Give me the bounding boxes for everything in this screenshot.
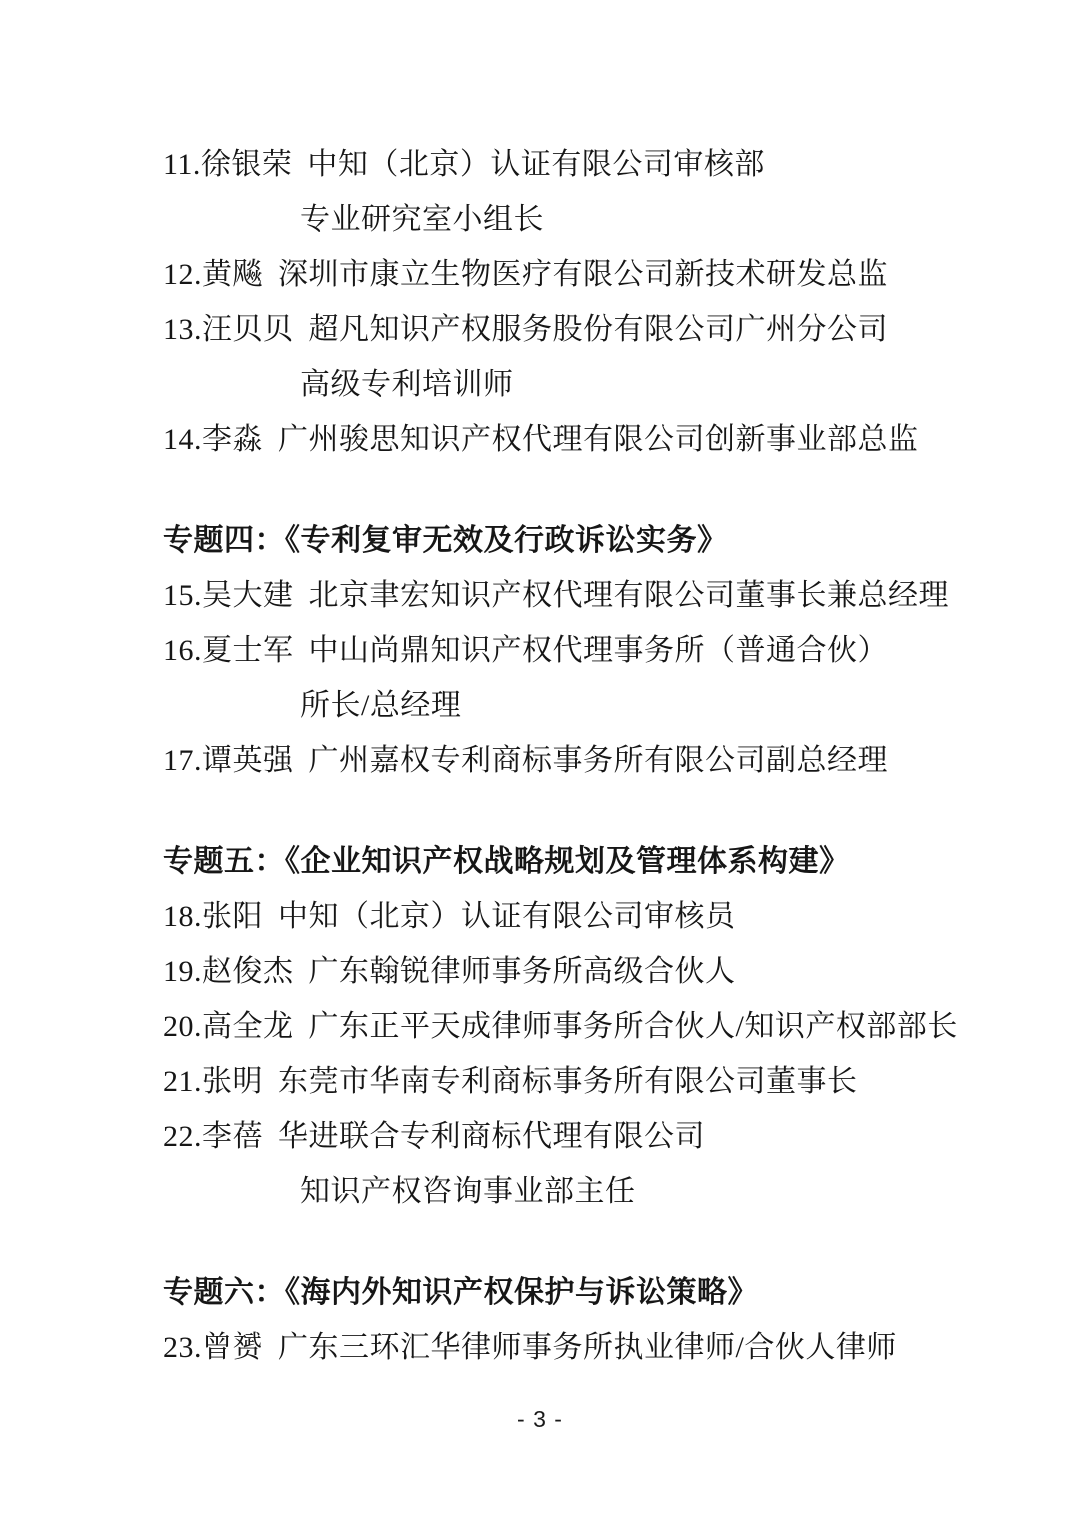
speaker-affiliation: 广州嘉权专利商标事务所有限公司副总经理 (308, 744, 888, 777)
speaker-affiliation: 中知（北京）认证有限公司审核员 (278, 900, 736, 933)
speaker-affiliation: 华进联合专利商标代理有限公司 (278, 1120, 705, 1153)
list-item (163, 1320, 953, 1375)
section-header: 专题四：《专利复审无效及行政诉讼实务》 (163, 524, 728, 557)
speaker-name: 张阳 (202, 900, 263, 933)
item-number: 19. (163, 955, 202, 988)
speaker-affiliation: 北京聿宏知识产权代理有限公司董事长兼总经理 (308, 579, 949, 612)
list-item (163, 1054, 953, 1109)
affiliation-continuation: 所长/总经理 (300, 689, 462, 722)
list-item (163, 999, 958, 1054)
speaker-name: 吴大建 (202, 579, 294, 612)
speaker-name: 张明 (202, 1065, 263, 1098)
speaker-name: 黄飚 (202, 258, 263, 291)
list-item (163, 412, 953, 467)
entry-first-line (163, 412, 953, 467)
list-item (163, 733, 953, 788)
section-header: 专题六：《海内外知识产权保护与诉讼策略》 (163, 1276, 758, 1309)
speaker-affiliation: 东莞市华南专利商标事务所有限公司董事长 (278, 1065, 858, 1098)
list-item (163, 623, 953, 733)
list-item (163, 1109, 953, 1219)
speaker-name: 李淼 (202, 423, 263, 456)
speaker-name: 李蓓 (202, 1120, 263, 1153)
item-number: 15. (163, 579, 202, 612)
entry-first-line (163, 889, 953, 944)
speaker-affiliation: 广州骏思知识产权代理有限公司创新事业部总监 (278, 423, 919, 456)
entry-first-line (163, 999, 958, 1054)
entry-first-line (163, 733, 953, 788)
speaker-name: 赵俊杰 (202, 955, 294, 988)
page-number: - 3 - (517, 1406, 563, 1432)
speaker-affiliation: 深圳市康立生物医疗有限公司新技术研发总监 (278, 258, 888, 291)
speaker-name: 汪贝贝 (202, 313, 294, 346)
list-item (163, 302, 953, 412)
speaker-affiliation: 超凡知识产权服务股份有限公司广州分公司 (308, 313, 888, 346)
speaker-name: 谭英强 (202, 744, 294, 777)
section-header: 专题五：《企业知识产权战略规划及管理体系构建》 (163, 845, 850, 878)
speaker-affiliation: 中知（北京）认证有限公司审核部 (307, 148, 765, 181)
speaker-name: 徐银荣 (200, 148, 293, 181)
list-item (163, 944, 953, 999)
list-item (163, 889, 953, 944)
entry-first-line (163, 623, 953, 678)
speaker-affiliation: 广东正平天成律师事务所合伙人/知识产权部部长 (308, 1010, 958, 1043)
entry-first-line (163, 1320, 953, 1375)
item-number: 20. (163, 1010, 202, 1043)
speaker-affiliation: 中山尚鼎知识产权代理事务所（普通合伙） (308, 634, 888, 667)
item-number: 13. (163, 313, 202, 346)
item-number: 16. (163, 634, 202, 667)
affiliation-continuation: 专业研究室小组长 (300, 203, 544, 236)
list-item (163, 568, 953, 623)
entry-first-line (163, 302, 953, 357)
entry-first-line (163, 1109, 953, 1164)
entry-first-line (163, 1054, 953, 1109)
affiliation-continuation: 知识产权咨询事业部主任 (300, 1175, 636, 1208)
speaker-name: 夏士军 (202, 634, 294, 667)
item-number: 21. (163, 1065, 202, 1098)
item-number: 22. (163, 1120, 202, 1153)
speaker-name: 高全龙 (202, 1010, 294, 1043)
item-number: 18. (163, 900, 202, 933)
list-item (163, 137, 953, 247)
list-item (163, 247, 953, 302)
item-number: 14. (163, 423, 202, 456)
entry-first-line (163, 137, 953, 192)
item-number: 17. (163, 744, 202, 777)
item-number: 12. (163, 258, 202, 291)
entry-first-line (163, 568, 953, 623)
speaker-affiliation: 广东三环汇华律师事务所执业律师/合伙人律师 (278, 1331, 897, 1364)
speaker-affiliation: 广东翰锐律师事务所高级合伙人 (308, 955, 736, 988)
item-number: 23. (163, 1331, 202, 1364)
item-number: 11. (163, 148, 201, 181)
speaker-name: 曾赟 (202, 1331, 263, 1364)
entry-first-line (163, 944, 953, 999)
affiliation-continuation: 高级专利培训师 (300, 368, 514, 401)
speaker-list (163, 137, 958, 1375)
entry-first-line (163, 247, 953, 302)
